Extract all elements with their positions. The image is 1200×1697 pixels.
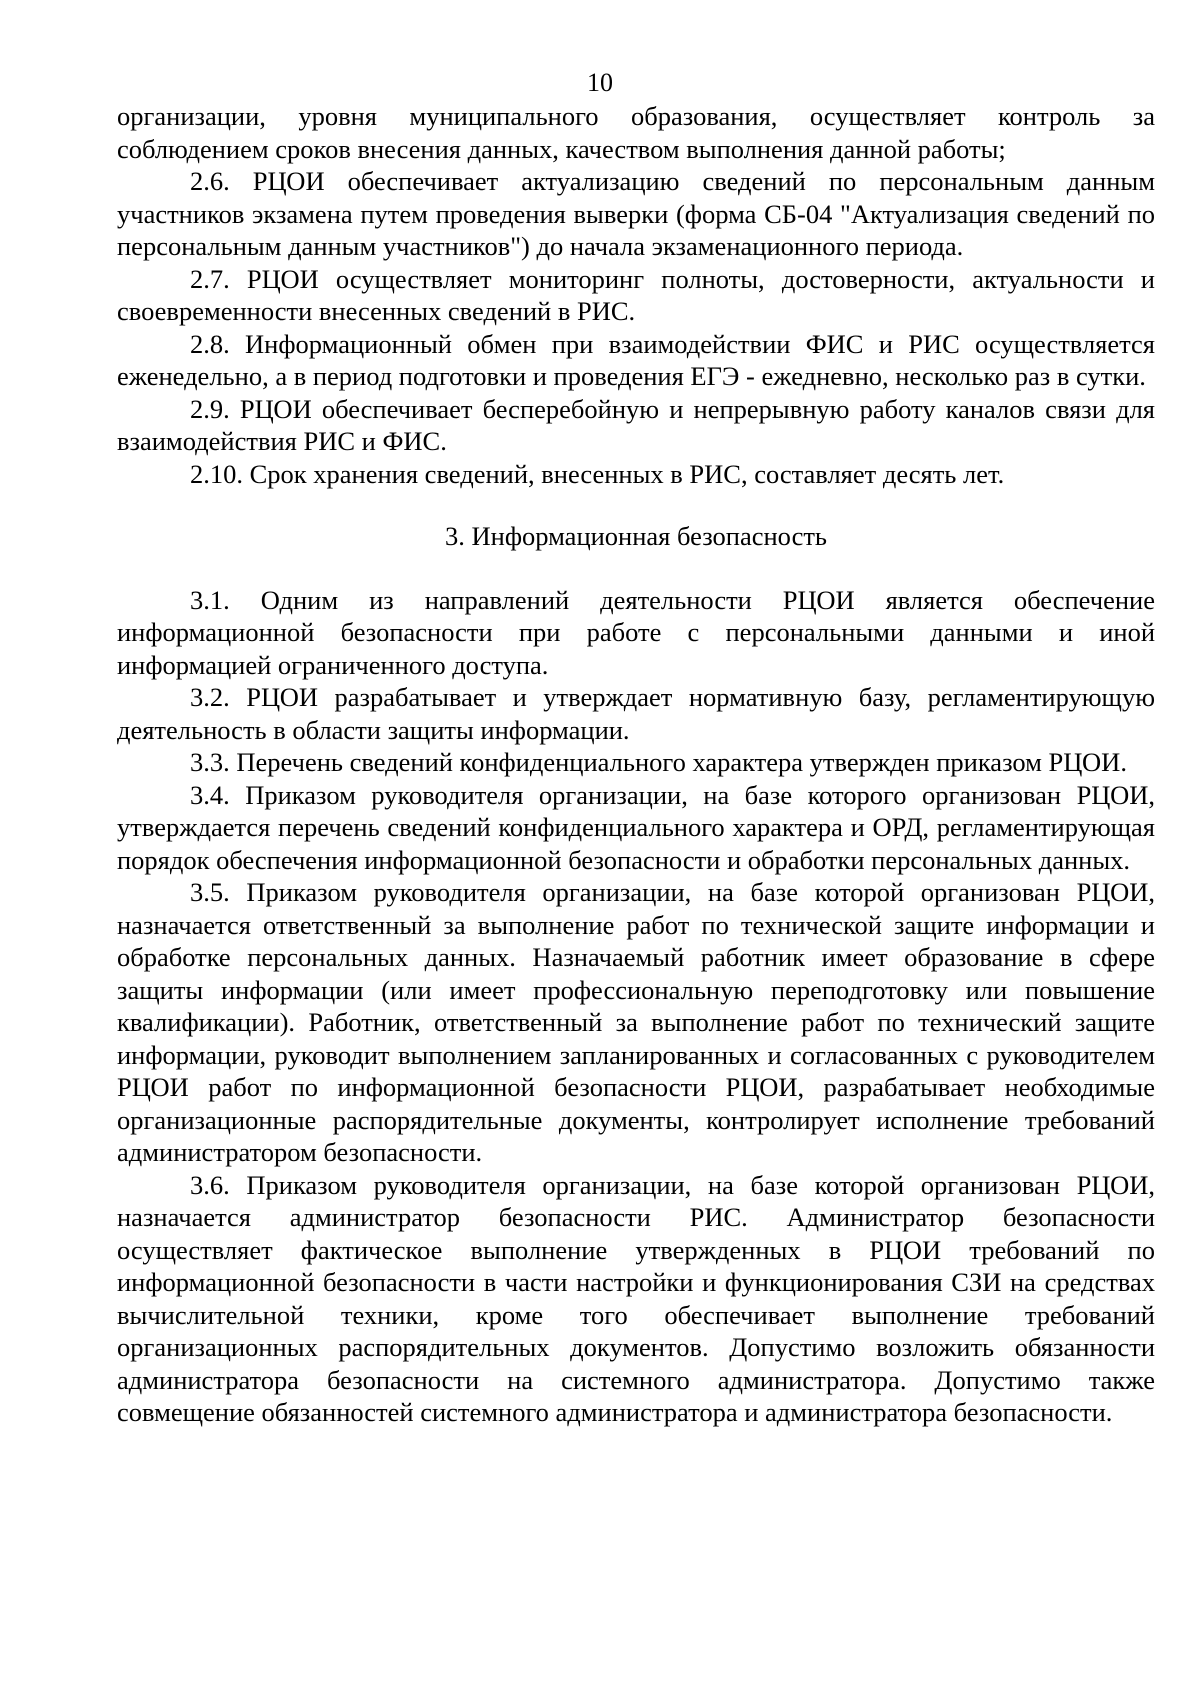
continuation-paragraph: организации, уровня муниципального образования, осуществляет контроль за соблюдением сроков внесения данных, качеством выполнения данной работы; xyxy=(117,101,1155,164)
page-number: 10 xyxy=(587,68,613,97)
section-3-heading: 3. Информационная безопасность xyxy=(445,521,827,551)
paragraph-2-8: 2.8. Информационный обмен при взаимодействии ФИС и РИС осуществляется еженедельно, а в период подготовки и проведения ЕГЭ - ежедневно, несколько раз в сутки. xyxy=(117,328,1155,391)
paragraph-3-5: 3.5. Приказом руководителя организации, на базе которой организован РЦОИ, назначается ответственный за выполнение работ по технической защите информации и обработке персональных данных. Назначаемый работник имеет образование в сфере защиты информации (или имеет профессиональную переподготовку или повышение квалификации). Работник, ответственный за выполнение работ по технический защите информации, руководит выполнением запланированных и согласованных с руководителем РЦОИ работ по информационной безопасности РЦОИ, разрабатывает необходимые организационные распорядительные документы, контролирует исполнение требований администратором безопасности. xyxy=(117,877,1155,1167)
paragraph-3-6: 3.6. Приказом руководителя организации, на базе которой организован РЦОИ, назначается администратор безопасности РИС. Администратор безопасности осуществляет фактическое выполнение утвержденных в РЦОИ требований по информационной безопасности в части настройки и функционирования СЗИ на средствах вычислительной техники, кроме того обеспечивает выполнение требований организационных распорядительных документов. Допустимо возложить обязанности администратора безопасности на системного администратора. Допустимо также совмещение обязанностей системного администратора и администратора безопасности. xyxy=(117,1169,1155,1427)
paragraph-2-10: 2.10. Срок хранения сведений, внесенных в РИС, составляет десять лет. xyxy=(190,458,1005,489)
paragraph-3-4: 3.4. Приказом руководителя организации, на базе которого организован РЦОИ, утверждается перечень сведений конфиденциального характера и ОРД, регламентирующая порядок обеспечения информационной безопасности и обработки персональных данных. xyxy=(117,779,1155,875)
paragraph-2-7: 2.7. РЦОИ осуществляет мониторинг полноты, достоверности, актуальности и своевременности внесенных сведений в РИС. xyxy=(117,263,1155,326)
paragraph-3-2: 3.2. РЦОИ разрабатывает и утверждает нормативную базу, регламентирующую деятельность в области защиты информации. xyxy=(117,682,1155,745)
paragraph-3-1: 3.1. Одним из направлений деятельности РЦОИ является обеспечение информационной безопасности при работе с персональными данными и иной информацией ограниченного доступа. xyxy=(117,584,1155,680)
paragraph-3-3: 3.3. Перечень сведений конфиденциального характера утвержден приказом РЦОИ. xyxy=(190,747,1127,777)
paragraph-2-9: 2.9. РЦОИ обеспечивает бесперебойную и непрерывную работу каналов связи для взаимодействия РИС и ФИС. xyxy=(117,393,1155,456)
paragraph-2-6: 2.6. РЦОИ обеспечивает актуализацию сведений по персональным данным участников экзамена путем проведения выверки (форма СБ-04 "Актуализация сведений по персональным данным участников") до начала экзаменационного периода. xyxy=(117,166,1155,261)
document-body xyxy=(117,100,1155,1429)
